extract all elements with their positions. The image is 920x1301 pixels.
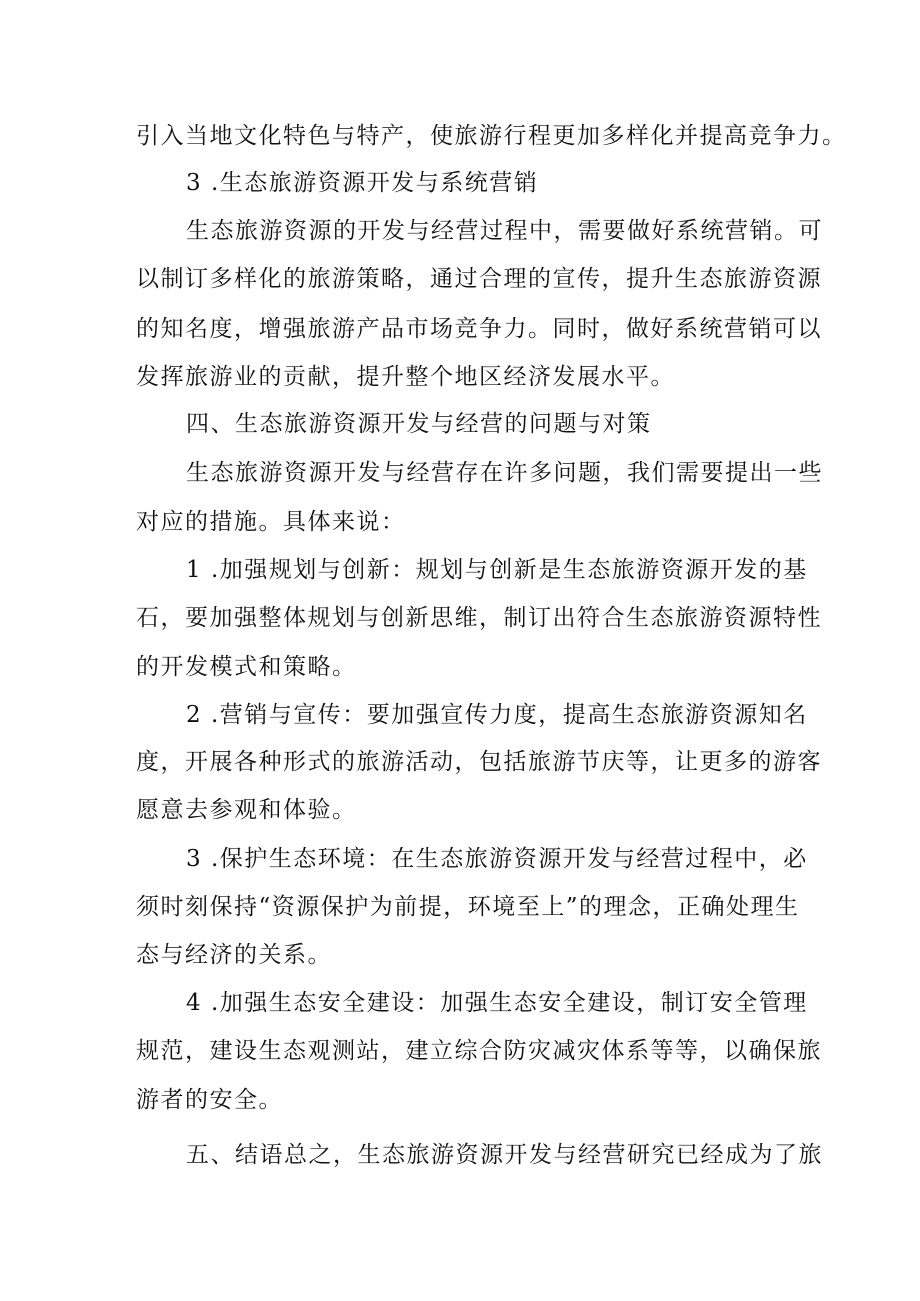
text-line: 生态旅游资源的开发与经营过程中，需要做好系统营销。可 bbox=[186, 218, 823, 244]
text-line: 愿意去参观和体验。 bbox=[136, 797, 357, 823]
text-line: 的开发模式和策略。 bbox=[136, 654, 357, 680]
list-item-line: 3 .保护生态环境：在生态旅游资源开发与经营过程中，必 bbox=[186, 846, 808, 872]
section-heading: 3 .生态旅游资源开发与系统营销 bbox=[186, 170, 539, 196]
text-line: 石，要加强整体规划与创新思维，制订出符合生态旅游资源特性 bbox=[136, 605, 822, 631]
section-heading: 五、结语总之，生态旅游资源开发与经营研究已经成为了旅 bbox=[186, 1142, 823, 1168]
text-line: 生态旅游资源开发与经营存在许多问题，我们需要提出一些 bbox=[186, 460, 823, 486]
text-line: 须时刻保持“资源保护为前提，环境至上”的理念，正确处理生 bbox=[136, 894, 800, 920]
list-item-line: 2 .营销与宣传：要加强宣传力度，提高生态旅游资源知名 bbox=[186, 702, 808, 728]
text-line: 规范，建设生态观测站，建立综合防灾减灾体系等等，以确保旅 bbox=[136, 1038, 822, 1064]
text-line: 发挥旅游业的贡献，提升整个地区经济发展水平。 bbox=[136, 364, 675, 390]
text-line: 的知名度，增强旅游产品市场竞争力。同时，做好系统营销可以 bbox=[136, 316, 822, 342]
text-line: 以制订多样化的旅游策略，通过合理的宣传，提升生态旅游资源 bbox=[136, 266, 822, 292]
text-line: 引入当地文化特色与特产，使旅游行程更加多样化并提高竞争力。 bbox=[136, 123, 847, 149]
text-line: 度，开展各种形式的旅游活动，包括旅游节庆等，让更多的游客 bbox=[136, 749, 822, 775]
list-item-line: 1 .加强规划与创新：规划与创新是生态旅游资源开发的基 bbox=[186, 557, 808, 583]
text-line: 态与经济的关系。 bbox=[136, 942, 332, 968]
section-heading: 四、生态旅游资源开发与经营的问题与对策 bbox=[186, 411, 652, 437]
list-item-line: 4 .加强生态安全建设：加强生态安全建设，制订安全管理 bbox=[186, 990, 808, 1016]
text-line: 游者的安全。 bbox=[136, 1087, 283, 1113]
text-line: 对应的措施。具体来说： bbox=[136, 509, 406, 535]
